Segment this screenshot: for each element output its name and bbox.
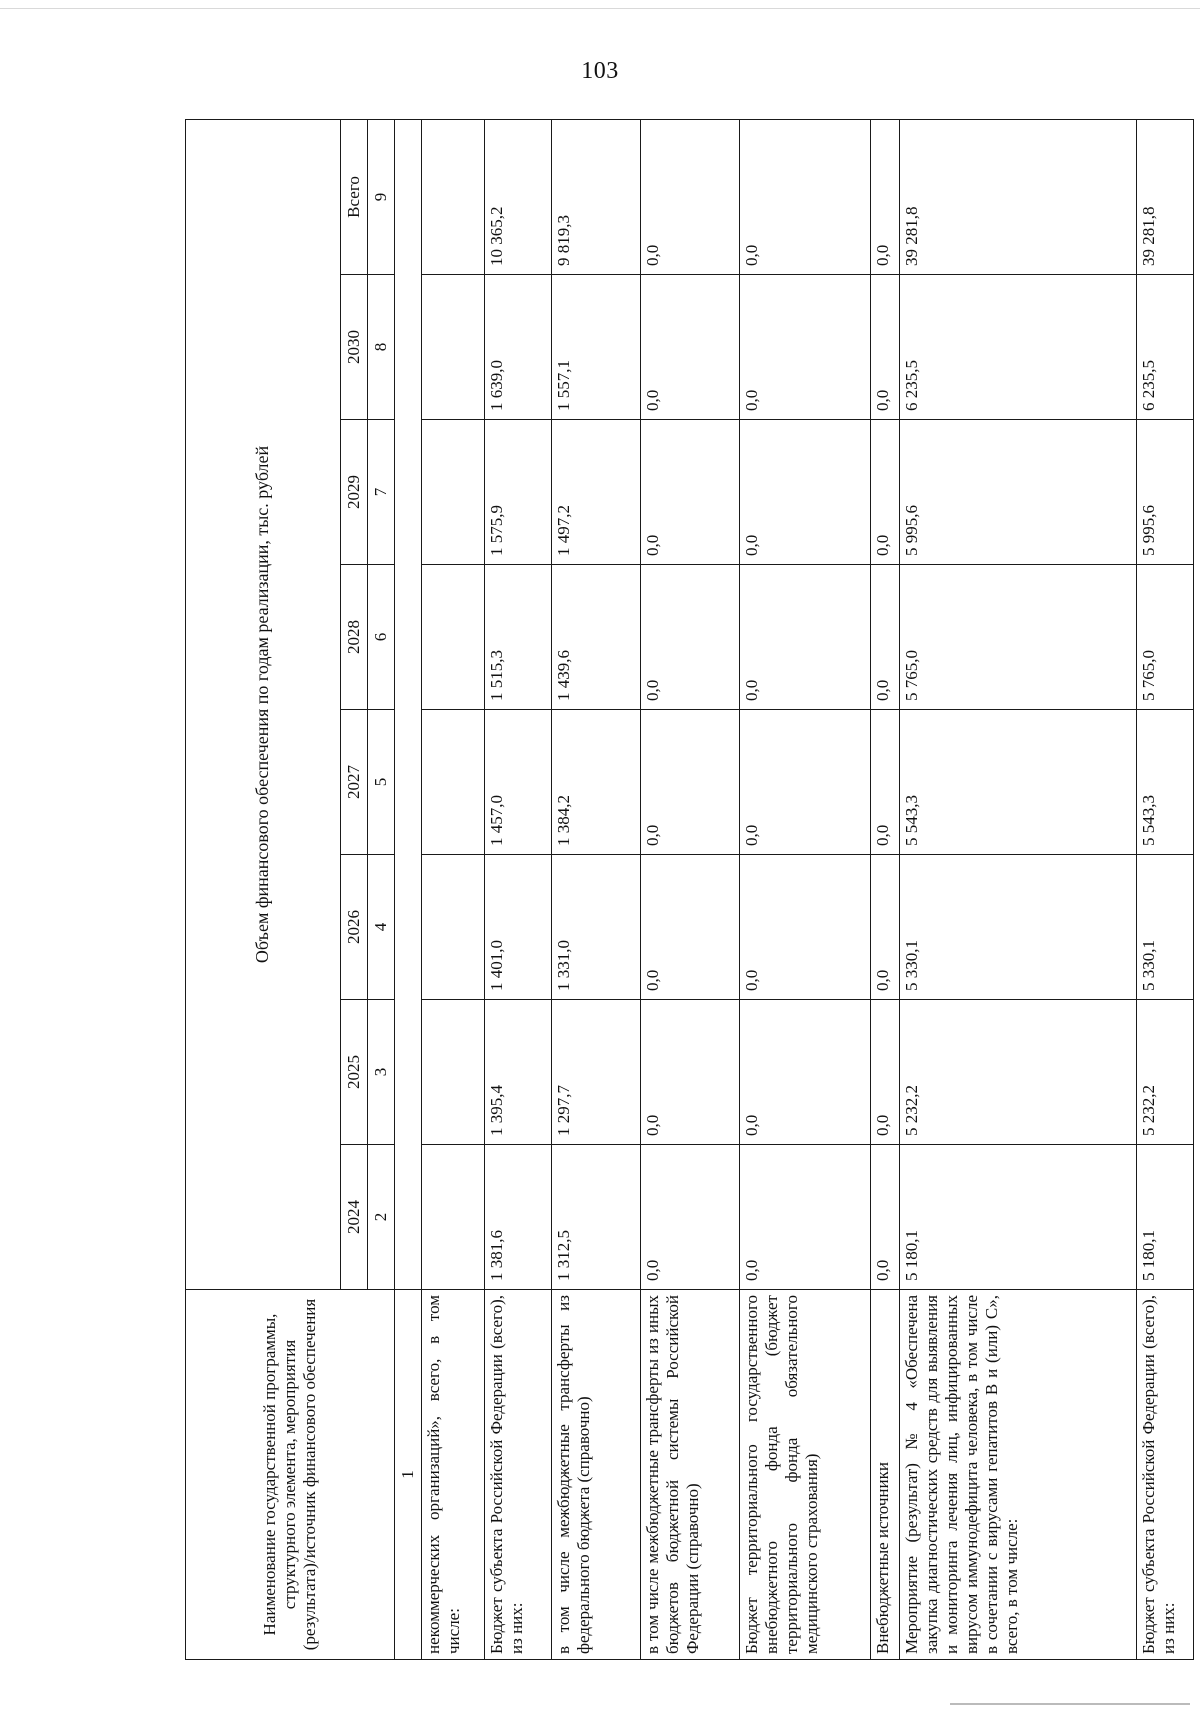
row-value: 5 765,0 [1137,565,1194,710]
scan-top-edge [0,8,1200,9]
table-row [641,119,740,1659]
row-value: 6 235,5 [1137,275,1194,420]
header-index-2: 2 [368,1145,395,1290]
row-value: 0,0 [641,565,740,710]
header-index-3: 3 [368,1000,395,1145]
header-year-2026: 2026 [341,855,368,1000]
row-value: 1 384,2 [552,710,641,855]
row-value: 0,0 [641,1145,740,1290]
row-value: 5 232,2 [1137,1000,1194,1145]
row-value [422,275,485,420]
row-name: в том числе межбюджетные трансферты из федерального бюджета (справочно) [552,1290,641,1660]
page-number: 103 [581,58,619,84]
row-name: Бюджет субъекта Российской Федерации (всего), из них: [1137,1290,1194,1660]
row-value: 1 639,0 [485,275,552,420]
scan-bottom-edge [950,1703,1190,1705]
row-name: в том числе межбюджетные трансферты из иных бюджетов бюджетной системы Российской Федерации (справочно) [641,1290,740,1660]
row-value [422,420,485,565]
row-value [422,710,485,855]
row-value: 5 765,0 [900,565,1137,710]
row-value: 0,0 [641,855,740,1000]
row-value [422,565,485,710]
table-row [485,119,552,1659]
row-value: 0,0 [871,275,900,420]
table-row [740,119,871,1659]
row-value: 1 457,0 [485,710,552,855]
row-value: 0,0 [871,855,900,1000]
header-index-9: 9 [368,119,395,274]
row-value: 5 180,1 [1137,1145,1194,1290]
row-value: 5 995,6 [900,420,1137,565]
row-name: Внебюджетные источники [871,1290,900,1660]
header-index-5: 5 [368,710,395,855]
row-name: Бюджет территориального государственного внебюджетного фонда (бюджет территориального фонда обязательного медицинского страхования) [740,1290,871,1660]
row-value: 1 575,9 [485,420,552,565]
row-value: 1 395,4 [485,1000,552,1145]
row-value: 1 331,0 [552,855,641,1000]
row-value: 1 497,2 [552,420,641,565]
row-value: 1 439,6 [552,565,641,710]
header-total: Всего [341,119,368,274]
header-name-column: Наименование государственной программы, структурного элемента, мероприятия (результата)/источник финансового обеспечения [186,1290,395,1660]
table-row [422,119,485,1659]
row-value: 1 297,7 [552,1000,641,1145]
row-value [422,1145,485,1290]
row-value: 1 401,0 [485,855,552,1000]
header-index-8: 8 [368,275,395,420]
row-value: 0,0 [871,1145,900,1290]
header-index-7: 7 [368,420,395,565]
row-value: 5 543,3 [1137,710,1194,855]
row-total: 0,0 [641,119,740,274]
table-row [552,119,641,1659]
header-year-2028: 2028 [341,565,368,710]
row-value: 0,0 [740,1145,871,1290]
row-total: 39 281,8 [1137,119,1194,274]
row-value: 0,0 [740,565,871,710]
row-value: 0,0 [641,420,740,565]
header-index-1: 1 [395,1290,422,1660]
header-year-2030: 2030 [341,275,368,420]
financing-table [185,119,1194,1660]
row-value: 0,0 [641,1000,740,1145]
row-name: Мероприятие (результат) № 4 «Обеспечена закупка диагностических средств для выявления и мониторинга лечения лиц, инфицированных вирусом иммунодефицита человека, в том числе в сочетании с вирусами гепатитов В и (или) С», всего, в том числе: [900,1290,1137,1660]
row-total [422,119,485,274]
row-value: 0,0 [740,855,871,1000]
row-value: 0,0 [871,1000,900,1145]
row-value: 5 330,1 [900,855,1137,1000]
row-value: 1 312,5 [552,1145,641,1290]
row-value: 0,0 [871,420,900,565]
row-value: 5 180,1 [900,1145,1137,1290]
row-value: 0,0 [871,565,900,710]
table-row [1137,119,1194,1659]
row-total: 0,0 [871,119,900,274]
row-value: 5 543,3 [900,710,1137,855]
row-name: Бюджет субъекта Российской Федерации (всего), из них: [485,1290,552,1660]
row-value: 0,0 [641,275,740,420]
row-total: 10 365,2 [485,119,552,274]
row-value: 0,0 [871,710,900,855]
row-total: 9 819,3 [552,119,641,274]
row-value: 0,0 [740,275,871,420]
header-year-2029: 2029 [341,420,368,565]
row-value [422,1000,485,1145]
row-value: 5 330,1 [1137,855,1194,1000]
row-value: 1 557,1 [552,275,641,420]
header-year-2027: 2027 [341,710,368,855]
row-total: 0,0 [740,119,871,274]
row-value: 5 232,2 [900,1000,1137,1145]
row-value: 0,0 [641,710,740,855]
header-year-2025: 2025 [341,1000,368,1145]
row-value: 1 515,3 [485,565,552,710]
row-value: 0,0 [740,710,871,855]
row-value [422,855,485,1000]
table-row [900,119,1137,1659]
header-year-2024: 2024 [341,1145,368,1290]
header-volume-title: Объем финансового обеспечения по годам реализации, тыс. рублей [186,119,341,1289]
row-total: 39 281,8 [900,119,1137,274]
header-index-spacer [395,119,422,1289]
row-value: 6 235,5 [900,275,1137,420]
rotated-table-container [185,120,1179,1660]
row-name: некоммерческих организаций», всего, в том числе: [422,1290,485,1660]
header-index-4: 4 [368,855,395,1000]
table-row [871,119,900,1659]
row-value: 0,0 [740,420,871,565]
row-value: 1 381,6 [485,1145,552,1290]
row-value: 5 995,6 [1137,420,1194,565]
header-index-6: 6 [368,565,395,710]
row-value: 0,0 [740,1000,871,1145]
